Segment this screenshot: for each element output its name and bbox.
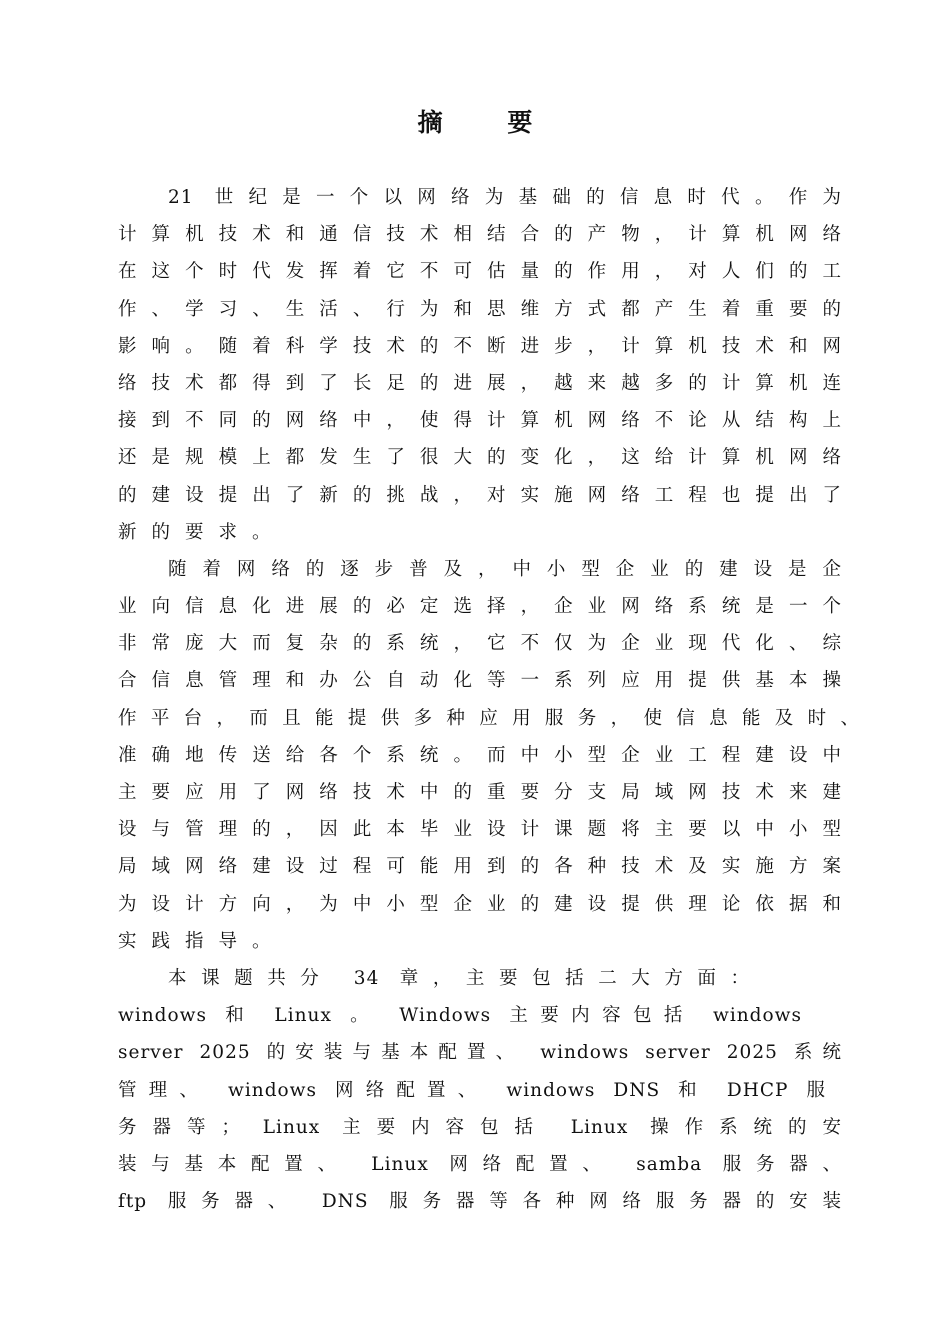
text-line: 的建设提出了新的挑战，对实施网络工程也提出了 — [118, 484, 842, 506]
text-line: 21 世纪是一个以网络为基础的信息时代。作为 — [168, 187, 842, 208]
text-line: windows 和 Linux 。 Windows 主要内容包括 windows — [118, 1005, 802, 1027]
text-line: 管理、 windows 网络配置、 windows DNS 和 DHCP 服 — [118, 1079, 826, 1101]
text-line: server 2025 的安装与基本配置、 windows server 2025 系统 — [118, 1042, 842, 1064]
text-line: 络技术都得到了长足的进展，越来越多的计算机连 — [118, 372, 842, 394]
text-line: 为设计方向，为中小型企业的建设提供理论依据和 — [118, 893, 842, 915]
text-line: 本课题共分 34 章，主要包括二大方面： — [168, 967, 750, 989]
text-line: 非常庞大而复杂的系统，它不仅为企业现代化、综 — [118, 633, 842, 655]
text-line: 务器等； Linux 主要内容包括 Linux 操作系统的安 — [118, 1116, 842, 1138]
text-line: 影响。随着科学技术的不断进步，计算机技术和网 — [118, 335, 842, 357]
text-line: 实践指导。 — [118, 930, 286, 952]
text-line: 准确地传送给各个系统。而中小型企业工程建设中 — [118, 744, 842, 766]
text-line: 作、学习、生活、行为和思维方式都产生着重要的 — [118, 298, 842, 320]
text-line: 还是规模上都发生了很大的变化，这给计算机网络 — [118, 447, 842, 469]
text-line: 装与基本配置、 Linux 网络配置、 samba 服务器、 — [118, 1153, 842, 1175]
text-line: 合信息管理和办公自动化等一系列应用提供基本操 — [118, 670, 842, 692]
text-line: 计算机技术和通信技术相结合的产物，计算机网络 — [118, 224, 842, 246]
text-line: 设与管理的，因此本毕业设计课题将主要以中小型 — [118, 819, 842, 841]
text-line: 随着网络的逐步普及，中小型企业的建设是企 — [168, 558, 842, 580]
text-line: 业向信息化进展的必定选择，企业网络系统是一个 — [118, 596, 842, 618]
text-line: 接到不同的网络中，使得计算机网络不论从结构上 — [118, 410, 842, 432]
text-line: 在这个时代发挥着它不可估量的作用，对人们的工 — [118, 261, 842, 283]
page-title: 摘 要 — [417, 108, 561, 137]
text-line: 主要应用了网络技术中的重要分支局域网技术来建 — [118, 782, 842, 803]
abstract-body — [118, 179, 860, 1220]
text-line: 局域网络建设过程可能用到的各种技术及实施方案 — [118, 856, 842, 878]
text-line: 新的要求。 — [118, 521, 286, 543]
text-line: ftp 服务器、 DNS 服务器等各种网络服务器的安装 — [118, 1191, 842, 1213]
text-line: 作平台，而且能提供多种应用服务，使信息能及时、 — [118, 707, 860, 729]
